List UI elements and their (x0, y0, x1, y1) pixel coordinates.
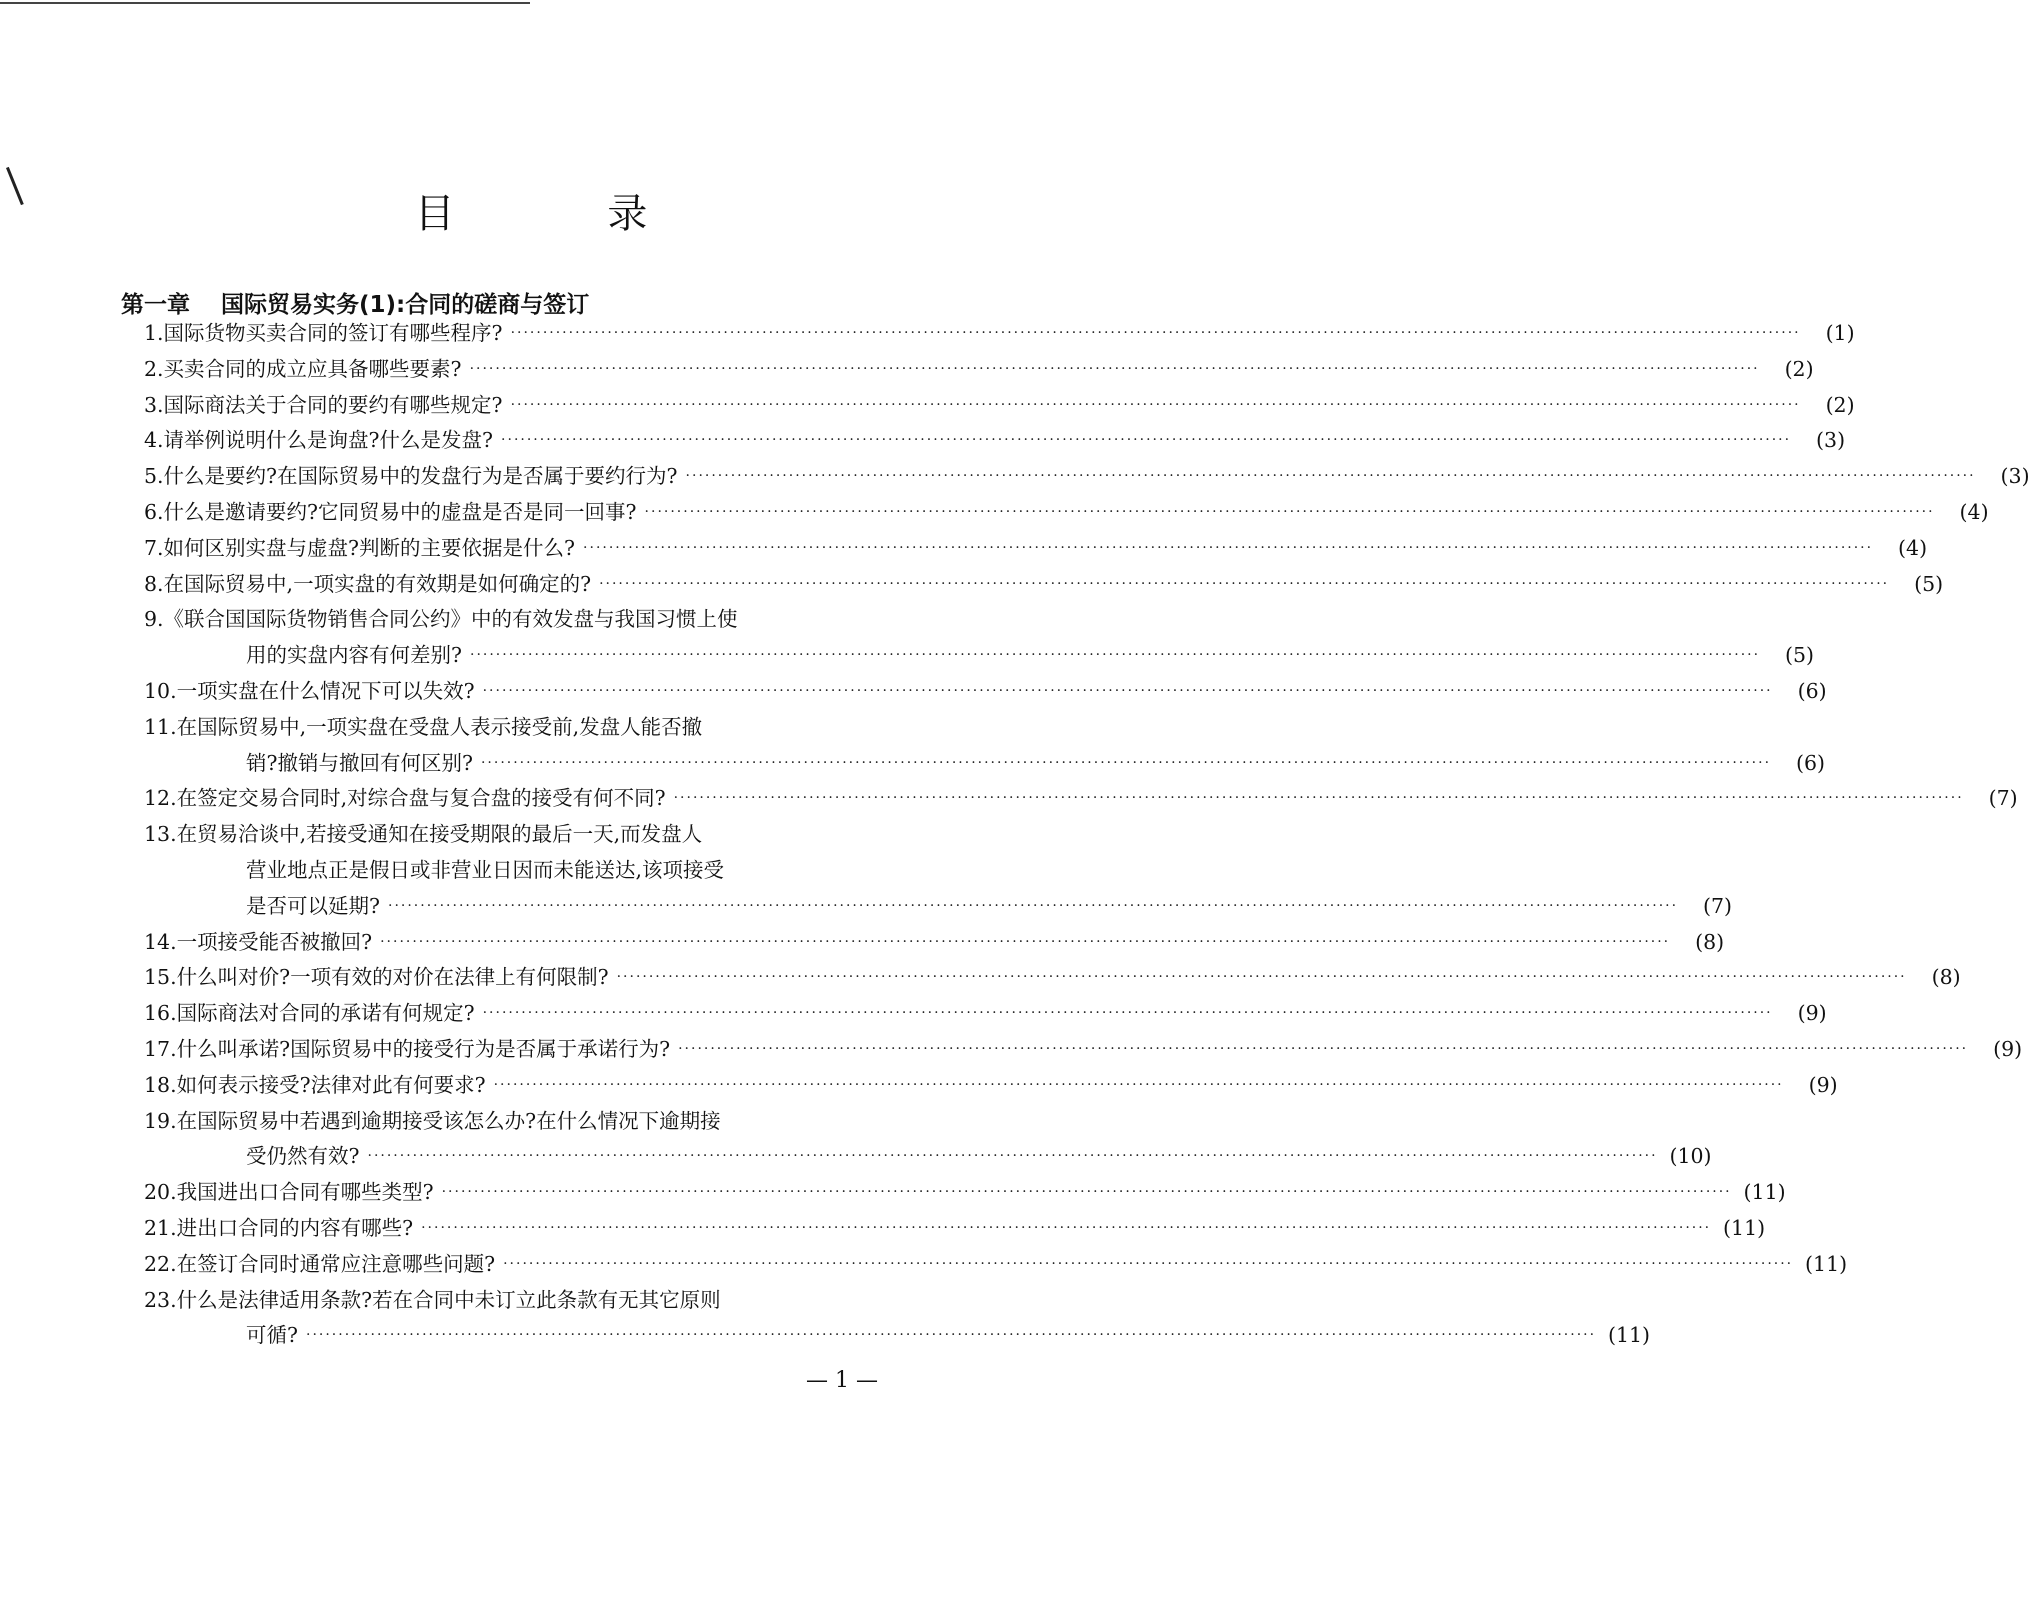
toc-entry-text: 6.什么是邀请要约?它同贸易中的虚盘是否是同一回事? (144, 500, 637, 524)
toc-page-ref: (6) (1797, 679, 1827, 703)
toc-page-ref: (11) (1607, 1323, 1651, 1348)
toc-entry-line (144, 1210, 1766, 1246)
toc-entry-line (144, 458, 2030, 494)
toc-entry-text: 9.《联合国国际货物销售合同公约》中的有效发盘与我国习惯上使 (144, 607, 738, 632)
toc-entry-text: 8.在国际贸易中,一项实盘的有效期是如何确定的? (144, 571, 592, 596)
toc-leader-dots: ········································································································································································································ (441, 1184, 1732, 1201)
toc-page-ref: (11) (1805, 1251, 1848, 1276)
toc-leader-dots: ········································································································································································································ (388, 897, 1679, 914)
toc-entry-text: 14.一项接受能否被撤回? (144, 929, 373, 954)
toc-leader-dots: ········································································································································································································ (501, 432, 1792, 449)
toc-leader-dots: ········································································································································································································ (480, 754, 1772, 771)
toc-entry-text: 20.我国进出口合同有哪些类型? (144, 1180, 434, 1205)
toc-page-ref: (4) (1898, 535, 1928, 560)
toc-entry-text: 23.什么是法律适用条款?若在合同中未订立此条款有无其它原则 (144, 1287, 721, 1312)
toc-entry-line (144, 1174, 1786, 1210)
toc-page-ref: (7) (1988, 786, 2018, 811)
toc-page-ref: (1) (1825, 321, 1855, 345)
toc-leader-dots: ········································································································································································································ (306, 1327, 1597, 1344)
toc-leader-dots: ········································································································································································································ (583, 539, 1874, 556)
toc-page-ref: (2) (1784, 356, 1814, 381)
toc-leader-dots: ········································································································································································································ (421, 1220, 1712, 1236)
toc-leader-dots: ········································································································································································································ (678, 1041, 1969, 1057)
toc-page-ref: (8) (1931, 965, 1961, 990)
toc-entry-line (144, 959, 1961, 995)
toc-page-ref: (3) (2000, 464, 2030, 489)
toc-entry-text: 可循? (246, 1323, 298, 1348)
toc-page-ref: (4) (1959, 500, 1989, 524)
toc-entry-line (246, 1317, 1651, 1353)
toc-entry-line (144, 780, 2018, 816)
toc-entry-text: 13.在贸易洽谈中,若接受通知在接受期限的最后一天,而发盘人 (144, 822, 703, 847)
toc-leader-dots: ········································································································································································································ (482, 683, 1773, 699)
toc-leader-dots: ········································································································································································································ (510, 325, 1801, 341)
toc-entry-line (144, 709, 935, 745)
toc-leader-dots: ········································································································································································································ (470, 647, 1761, 664)
toc-entry-line (144, 673, 1827, 709)
toc-entry-text: 18.如何表示接受?法律对此有何要求? (144, 1072, 486, 1097)
toc-page-ref: (9) (1993, 1037, 2023, 1061)
toc-entry-line (144, 816, 935, 852)
toc-leader-dots: ········································································································································································································ (503, 1255, 1794, 1272)
toc-leader-dots: ········································································································································································································ (380, 933, 1671, 950)
toc-page-ref: (6) (1795, 750, 1826, 775)
toc-entry-text: 3.国际商法关于合同的要约有哪些规定? (144, 392, 503, 417)
chapter-number: 第一章 (121, 292, 190, 318)
toc-entry-line (144, 387, 1855, 423)
toc-page-ref: (8) (1695, 929, 1725, 954)
toc-page-ref: (5) (1914, 571, 1944, 596)
toc-leader-dots: ········································································································································································································ (673, 790, 1964, 807)
toc-entry-line (144, 1031, 2023, 1067)
toc-leader-dots: ········································································································································································································ (510, 396, 1801, 413)
toc-page-ref: (7) (1703, 893, 1733, 918)
toc-entry-text: 5.什么是要约?在国际贸易中的发盘行为是否属于要约行为? (144, 464, 678, 489)
toc-entry-line (144, 315, 1855, 351)
toc-entry-text: 22.在签订合同时通常应注意哪些问题? (144, 1251, 496, 1276)
toc-entry-line (246, 852, 935, 888)
toc-page-ref: (2) (1825, 392, 1855, 417)
toc-entry-text: 受仍然有效? (246, 1144, 360, 1169)
toc-page-ref: (3) (1816, 428, 1846, 453)
toc-leader-dots: ········································································································································································································ (482, 1005, 1773, 1022)
toc-page-ref: (11) (1723, 1216, 1766, 1240)
toc-leader-dots: ········································································································································································································ (367, 1148, 1658, 1165)
toc-entry-text: 17.什么叫承诺?国际贸易中的接受行为是否属于承诺行为? (144, 1037, 671, 1061)
toc-entry-line (144, 530, 1928, 566)
toc-entry-line (144, 566, 1944, 602)
toc-entry-text: 4.请举例说明什么是询盘?什么是发盘? (144, 428, 494, 453)
toc-entry-text: 7.如何区别实盘与虚盘?判断的主要依据是什么? (144, 535, 576, 560)
toc-entry-line (144, 995, 1827, 1031)
toc-entry-text: 营业地点正是假日或非营业日因而未能送达,该项接受 (246, 858, 725, 882)
toc-page-ref: (10) (1669, 1144, 1712, 1169)
toc-entry-text: 19.在国际贸易中若遇到逾期接受该怎么办?在什么情况下逾期接 (144, 1108, 721, 1133)
toc-entry-text: 15.什么叫对价?一项有效的对价在法律上有何限制? (144, 965, 609, 990)
toc-leader-dots: ········································································································································································································ (469, 360, 1760, 377)
toc-entry-line (144, 924, 1725, 960)
toc-entry-line (144, 1246, 1848, 1282)
toc-entry-line (144, 1103, 935, 1139)
toc-entry-line (246, 637, 1815, 673)
toc-leader-dots: ········································································································································································································ (644, 504, 1935, 520)
toc-entry-text: 1.国际货物买卖合同的签订有哪些程序? (144, 321, 503, 345)
toc-entry-text: 销?撤销与撤回有何区别? (246, 750, 473, 775)
toc-entry-text: 10.一项实盘在什么情况下可以失效? (144, 679, 475, 703)
toc-entry-line (144, 351, 1814, 387)
toc-entry-text: 2.买卖合同的成立应具备哪些要素? (144, 356, 462, 381)
toc-entry-text: 21.进出口合同的内容有哪些? (144, 1216, 414, 1240)
toc-page-ref: (9) (1808, 1072, 1838, 1097)
toc-entry-line (246, 888, 1733, 924)
toc-page-ref: (5) (1785, 643, 1815, 668)
toc-page-ref: (11) (1743, 1180, 1786, 1205)
toc-entry-line (144, 1067, 1838, 1103)
toc-leader-dots: ········································································································································································································ (616, 969, 1907, 986)
page-title: 目 录 (414, 191, 718, 237)
toc-leader-dots: ········································································································································································································ (493, 1076, 1784, 1093)
toc-leader-dots: ········································································································································································································ (685, 468, 1976, 485)
toc-entry-text: 12.在签定交易合同时,对综合盘与复合盘的接受有何不同? (144, 786, 666, 811)
toc-entry-line (144, 422, 1846, 458)
toc-leader-dots: ········································································································································································································ (599, 575, 1890, 592)
toc-entry-line (144, 601, 935, 637)
page-number: — 1 — (806, 1368, 878, 1393)
toc-entry-text: 用的实盘内容有何差别? (246, 643, 462, 668)
toc-entry-text: 16.国际商法对合同的承诺有何规定? (144, 1001, 475, 1026)
toc-entry-line (246, 745, 1826, 781)
toc-entry-text: 11.在国际贸易中,一项实盘在受盘人表示接受前,发盘人能否撤 (144, 714, 703, 739)
toc-page-ref: (9) (1797, 1001, 1827, 1026)
toc-entry-line (144, 1282, 935, 1318)
chapter-title: 国际贸易实务(1):合同的磋商与签订 (221, 292, 590, 318)
toc-entry-line (144, 494, 1989, 530)
toc-entry-text: 是否可以延期? (246, 893, 380, 918)
toc-entry-line (246, 1138, 1712, 1174)
